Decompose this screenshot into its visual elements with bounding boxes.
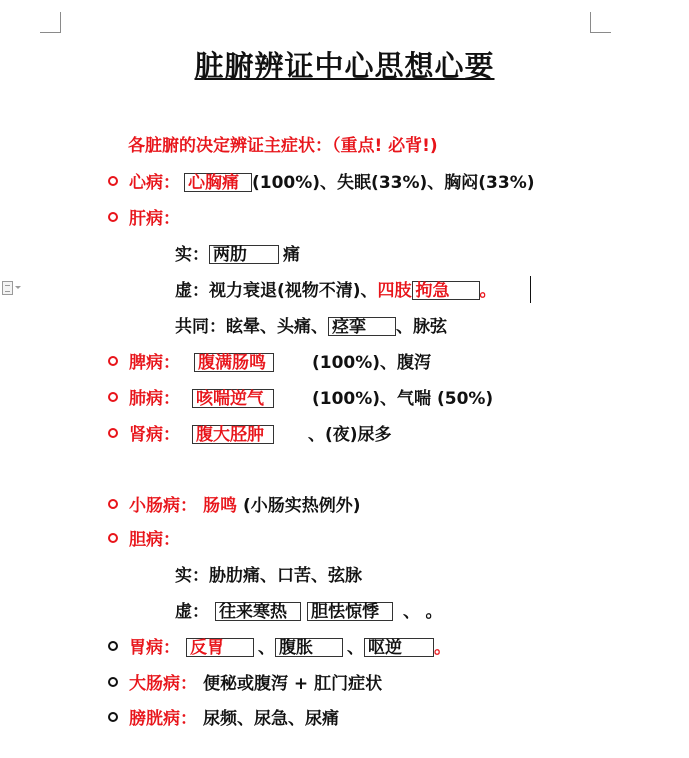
- bullet-icon: [108, 428, 118, 438]
- kidney-key-symptom-box: 腹大胫肿: [192, 425, 274, 444]
- bullet-icon: [108, 176, 118, 186]
- small-intestine-label: 小肠病：: [129, 496, 197, 516]
- bullet-icon: [108, 533, 118, 543]
- stomach-box-1: 反胃: [186, 638, 254, 657]
- bullet-icon: [108, 641, 118, 651]
- chevron-down-icon: [15, 286, 21, 289]
- liver-deficiency-label: 虚：: [175, 281, 209, 301]
- kidney-row: [108, 424, 392, 446]
- liver-common-row: [175, 316, 447, 338]
- stomach-sep-2: 、: [347, 638, 364, 658]
- page-corner-mark-top-left: [40, 12, 61, 33]
- liver-common-box: 痉挛: [328, 317, 396, 336]
- liver-row: [108, 208, 180, 230]
- bullet-icon: [108, 392, 118, 402]
- gallbladder-row: [108, 529, 180, 551]
- liver-deficiency-row: [175, 280, 497, 302]
- gallbladder-deficiency-label: 虚：: [175, 602, 209, 622]
- gallbladder-deficiency-end: 。: [425, 602, 443, 622]
- stomach-row: [108, 637, 451, 659]
- heart-row: [108, 172, 535, 194]
- liver-deficiency-text: 视力衰退(视物不清)、: [209, 281, 378, 301]
- gallbladder-deficiency-box-1: 往来寒热: [215, 602, 301, 621]
- document-options-icon[interactable]: [0, 280, 22, 296]
- kidney-label: 肾病：: [129, 425, 180, 445]
- liver-deficiency-end: 。: [479, 281, 497, 301]
- small-intestine-rest: (小肠实热例外): [243, 496, 361, 516]
- gallbladder-excess-row: [175, 565, 362, 587]
- gallbladder-excess-label: 实：: [175, 566, 209, 586]
- text-cursor: [530, 276, 531, 303]
- small-intestine-row: [108, 495, 361, 517]
- heart-key-symptom-box: 心胸痛: [184, 173, 252, 192]
- stomach-box-3: 呕逆: [364, 638, 434, 657]
- spleen-rest: (100%)、腹泻: [312, 353, 432, 373]
- stomach-label: 胃病：: [129, 638, 180, 658]
- large-intestine-text: 便秘或腹泻 + 肛门症状: [203, 674, 383, 694]
- page-title: 脏腑辨证中心思想心要: [194, 49, 495, 83]
- document-icon: [2, 281, 13, 295]
- liver-excess-after: 痛: [283, 245, 300, 265]
- liver-excess-box: 两肋: [209, 245, 279, 264]
- gallbladder-deficiency-row: [175, 601, 443, 623]
- intro-heading: 各脏腑的决定辨证主症状：（重点! 必背!): [128, 136, 438, 156]
- small-intestine-red: 肠鸣: [203, 496, 237, 516]
- lung-key-symptom-box: 咳喘逆气: [192, 389, 274, 408]
- page-corner-mark-top-right: [590, 12, 611, 33]
- stomach-end: 。: [434, 638, 451, 658]
- liver-excess-row: [175, 244, 300, 266]
- gallbladder-excess-text: 胁肋痛、口苦、弦脉: [209, 566, 362, 586]
- bullet-icon: [108, 677, 118, 687]
- gallbladder-deficiency-box-2: 胆怯惊悸: [307, 602, 393, 621]
- spleen-label: 脾病：: [129, 353, 180, 373]
- bladder-row: [108, 708, 339, 730]
- lung-label: 肺病：: [129, 389, 180, 409]
- spleen-row: [108, 352, 431, 374]
- liver-label: 肝病：: [129, 209, 180, 229]
- liver-common-after: 、脉弦: [396, 317, 447, 337]
- kidney-rest: 、(夜)尿多: [308, 425, 392, 445]
- large-intestine-row: [108, 673, 382, 695]
- liver-deficiency-red: 四肢: [377, 281, 412, 301]
- bladder-label: 膀胱病：: [129, 709, 197, 729]
- bullet-icon: [108, 712, 118, 722]
- gallbladder-label: 胆病：: [129, 530, 180, 550]
- heart-rest: (100%)、失眠(33%)、胸闷(33%): [252, 173, 535, 193]
- lung-row: [108, 388, 493, 410]
- liver-common-label: 共同：: [175, 317, 226, 337]
- bullet-icon: [108, 212, 118, 222]
- gallbladder-deficiency-after: 、: [403, 602, 412, 622]
- liver-deficiency-box: 拘急: [412, 281, 480, 300]
- large-intestine-label: 大肠病：: [129, 674, 197, 694]
- lung-rest: (100%)、气喘 (50%): [312, 389, 494, 409]
- heart-label: 心病：: [129, 173, 180, 193]
- bullet-icon: [108, 499, 118, 509]
- spleen-key-symptom-box: 腹满肠鸣: [194, 353, 274, 372]
- stomach-sep-1: 、: [258, 638, 275, 658]
- bullet-icon: [108, 356, 118, 366]
- bladder-text: 尿频、尿急、尿痛: [203, 709, 339, 729]
- liver-common-text: 眩晕、头痛、: [226, 317, 328, 337]
- stomach-box-2: 腹胀: [275, 638, 343, 657]
- liver-excess-label: 实：: [175, 245, 209, 265]
